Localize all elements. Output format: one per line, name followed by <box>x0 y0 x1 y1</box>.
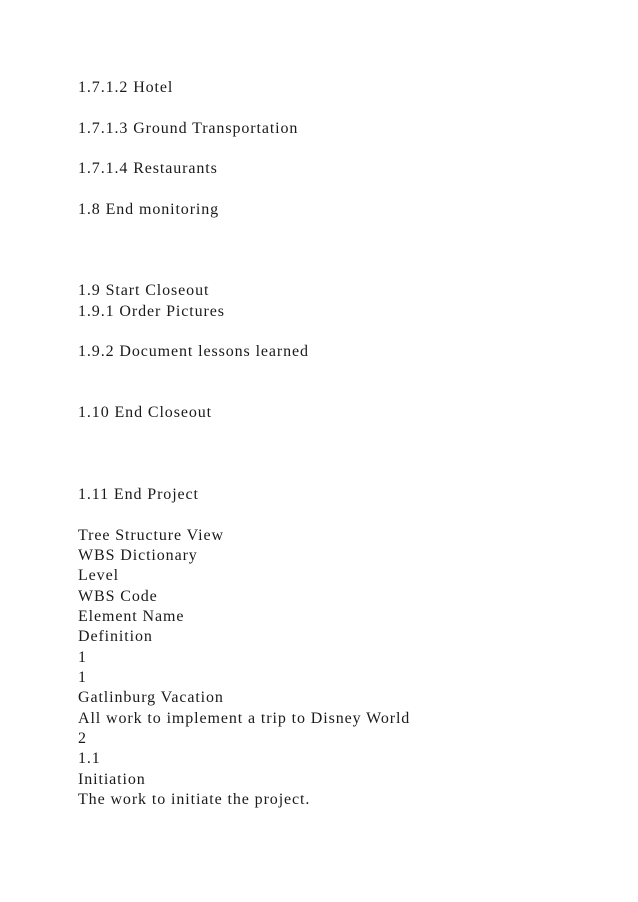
row-1-wbs-code: 1 <box>78 669 87 686</box>
wbs-item-1-9: 1.9 Start Closeout <box>78 282 210 299</box>
column-header-element-name: Element Name <box>78 608 185 625</box>
wbs-item-1-7-1-4: 1.7.1.4 Restaurants <box>78 160 218 177</box>
wbs-item-1-7-1-3: 1.7.1.3 Ground Transportation <box>78 120 299 137</box>
row-1-level: 1 <box>78 649 87 666</box>
section-heading: Tree Structure View <box>78 527 224 544</box>
wbs-item-1-10: 1.10 End Closeout <box>78 404 212 421</box>
wbs-item-1-8: 1.8 End monitoring <box>78 201 220 218</box>
row-2-wbs-code: 1.1 <box>78 750 101 767</box>
dictionary-heading: WBS Dictionary <box>78 547 198 564</box>
row-2-level: 2 <box>78 730 87 747</box>
row-1-element-name: Gatlinburg Vacation <box>78 689 224 706</box>
wbs-item-1-7-1-2: 1.7.1.2 Hotel <box>78 79 174 96</box>
column-header-definition: Definition <box>78 628 153 645</box>
row-1-definition: All work to implement a trip to Disney World <box>78 710 411 727</box>
column-header-wbs-code: WBS Code <box>78 588 158 605</box>
wbs-item-1-9-2: 1.9.2 Document lessons learned <box>78 343 309 360</box>
row-2-definition: The work to initiate the project. <box>78 791 311 808</box>
row-2-element-name: Initiation <box>78 771 146 788</box>
wbs-item-1-11: 1.11 End Project <box>78 486 199 503</box>
column-header-level: Level <box>78 567 119 584</box>
wbs-item-1-9-1: 1.9.1 Order Pictures <box>78 303 225 320</box>
